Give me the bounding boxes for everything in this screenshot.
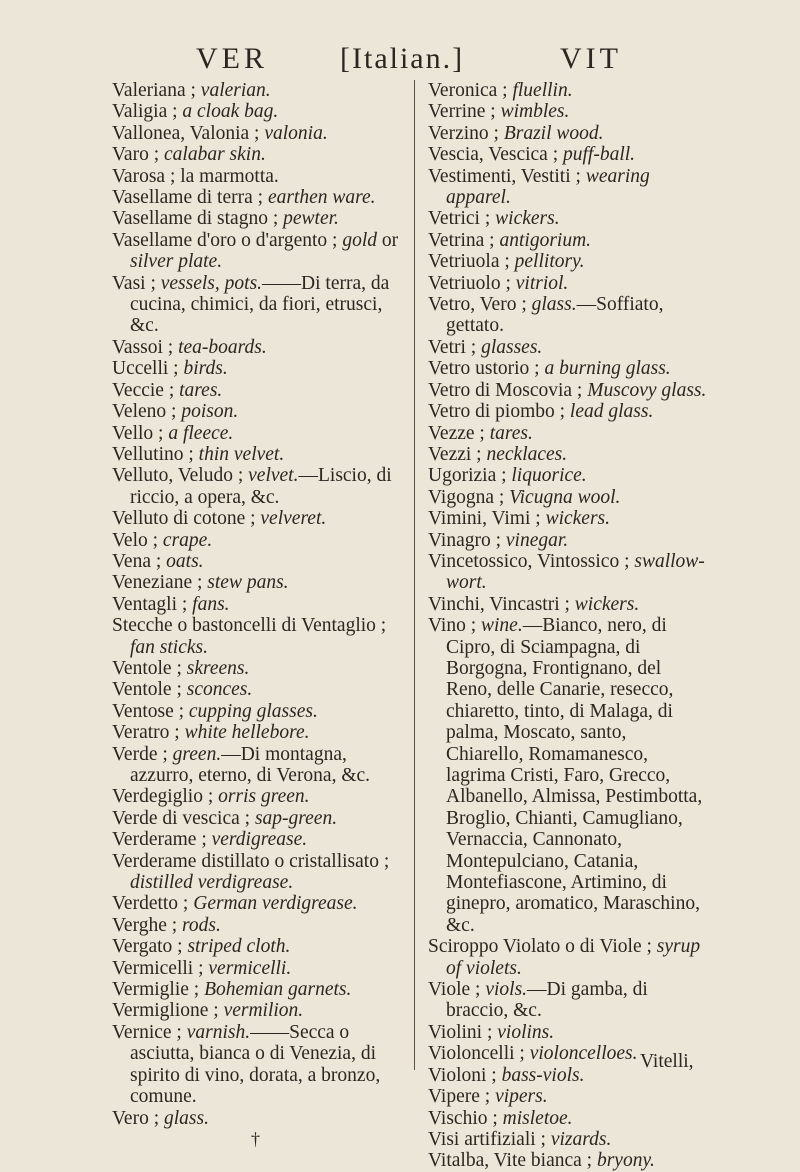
dictionary-entry (112, 615, 399, 658)
dictionary-entry (428, 1150, 708, 1171)
entry-headword: Vischio ; (428, 1107, 503, 1129)
entry-headword: Vetrici ; (428, 208, 496, 230)
entry-headword: Verrine ; (428, 101, 501, 123)
dictionary-entry (428, 401, 708, 422)
entry-headword: Velo ; (112, 529, 163, 551)
entry-headword: Veneziane ; (112, 572, 208, 594)
dictionary-entry (112, 915, 399, 936)
dictionary-entry (428, 208, 708, 229)
entry-definition: pellitory. (514, 251, 585, 273)
entry-definition-2: silver plate. (130, 251, 223, 273)
entry-headword: Vero ; (112, 1107, 164, 1129)
dictionary-entry (428, 144, 708, 165)
entry-headword: Vestimenti, Vestiti ; (428, 165, 586, 187)
entry-tail: or (377, 229, 399, 251)
entry-definition: birds. (183, 358, 228, 380)
dictionary-entry (112, 508, 399, 529)
entry-tail: ——Secca o asciutta, bianca o di Venezia, di spirito di vino, dorata, a bronzo, comune. (130, 1021, 381, 1108)
entry-headword: Vasellame d'oro o d'argento ; (112, 229, 343, 251)
entry-headword: Veratro ; (112, 722, 185, 744)
entry-headword: Vino ; (428, 615, 481, 637)
entry-headword: Vinchi, Vincastri ; (428, 593, 575, 615)
left-column (112, 80, 399, 1150)
entry-definition: bass-viols. (501, 1064, 585, 1086)
header-right: VIT (560, 42, 622, 75)
header-center: [Italian.] (340, 42, 465, 75)
entry-definition: liquorice. (511, 465, 587, 487)
entry-headword: Varo ; (112, 144, 164, 166)
entry-definition: varnish. (186, 1021, 251, 1043)
entry-headword: Violoni ; (428, 1064, 502, 1086)
entry-headword: Vetro di Moscovia ; (428, 379, 588, 401)
entry-definition: distilled verdigrease. (130, 872, 294, 894)
entry-definition: glass. (531, 294, 577, 316)
entry-headword: Uccelli ; (112, 358, 184, 380)
entry-definition: oats. (166, 550, 204, 572)
entry-tail: —Bianco, nero, di Cipro, di Sciampagna, di Borgogna, Frontignano, del Reno, delle Canarie, resecco, chiaretto, tinto, di Malaga, di palma, Moscato, santo, Chiarello, Romamanesco, lagrima Cristi, Faro, Grecco, Albanello, Almissa, Pestimbotta, Broglio, Chianti, Camugliano, Vernaccia, Cannonato, Montepulciano, Catania, Montefiascone, Artimino, di ginepro, aromatico, Maraschino, &c. (446, 615, 703, 936)
entry-definition: valonia. (264, 122, 328, 144)
entry-headword: Vassoi ; (112, 336, 179, 358)
dictionary-entry (112, 465, 399, 508)
dictionary-entry (428, 465, 708, 486)
entry-definition: verdigrease. (211, 829, 308, 851)
dictionary-entry (112, 786, 399, 807)
dictionary-entry (428, 337, 708, 358)
entry-headword: Vitalba, Vite bianca ; (428, 1150, 597, 1172)
entry-tail: —Di montagna, azzurro, eterno, di Verona, &c. (130, 743, 371, 786)
column-divider (414, 80, 415, 1070)
entry-definition: cupping glasses. (188, 700, 318, 722)
entry-headword: Verderame ; (112, 829, 212, 851)
dictionary-entry (428, 123, 708, 144)
entry-definition: lead glass. (569, 401, 654, 423)
entry-headword: Verderame distillato o cristallisato ; (112, 850, 390, 872)
entry-headword: Stecche o bastoncelli di Ventaglio ; (112, 615, 387, 637)
dictionary-entry (112, 80, 399, 101)
dictionary-entry (112, 958, 399, 979)
dictionary-entry (112, 829, 399, 850)
entry-definition: vinegar. (505, 529, 569, 551)
dictionary-entry (112, 893, 399, 914)
dictionary-entry (112, 380, 399, 401)
entry-headword: Vetro, Vero ; (428, 294, 532, 316)
entry-headword: Vallonea, Valonia ; (112, 122, 265, 144)
entry-definition: earthen ware. (267, 187, 376, 209)
dictionary-entry (428, 444, 708, 465)
entry-headword: Ventagli ; (112, 593, 193, 615)
dictionary-entry (112, 701, 399, 722)
entry-definition: vitriol. (515, 272, 569, 294)
dictionary-entry (112, 123, 399, 144)
dictionary-entry (112, 808, 399, 829)
entry-definition: skreens. (186, 657, 250, 679)
dictionary-entry (428, 380, 708, 401)
dictionary-entry (112, 101, 399, 122)
entry-headword: Sciroppo Violato o di Viole ; (428, 936, 657, 958)
entry-definition: fluellin. (512, 80, 573, 101)
entry-definition: wearing apparel. (446, 165, 650, 209)
entry-definition: white hellebore. (184, 722, 310, 744)
entry-headword: Verdegiglio ; (112, 786, 219, 808)
entry-headword: Vello ; (112, 422, 169, 444)
entry-tail: —Di gamba, di braccio, &c. (446, 979, 648, 1022)
entry-definition: a fleece. (168, 422, 234, 444)
entry-definition: Bohemian garnets. (204, 979, 352, 1001)
dictionary-entry (428, 508, 708, 529)
dictionary-entry (112, 401, 399, 422)
entry-headword: Violoncelli ; (428, 1043, 530, 1065)
entry-definition: vipers. (495, 1086, 548, 1108)
entry-headword: Velluto di cotone ; (112, 508, 261, 530)
dictionary-entry (112, 273, 399, 337)
entry-headword: Vincetossico, Vintossico ; (428, 550, 635, 572)
dictionary-entry (112, 979, 399, 1000)
dictionary-entry (112, 722, 399, 743)
signature-mark: † (251, 1128, 260, 1149)
entry-definition: misletoe. (502, 1107, 573, 1129)
dictionary-entry (112, 358, 399, 379)
entry-definition: swallow-wort. (446, 550, 705, 594)
entry-headword: Vasi ; (112, 272, 161, 294)
entry-definition: vizards. (550, 1128, 612, 1150)
entry-definition: wine. (481, 615, 523, 637)
entry-definition: Muscovy glass. (587, 379, 707, 401)
entry-headword: Vermicelli ; (112, 957, 209, 979)
entry-headword: Vimini, Vimi ; (428, 508, 546, 530)
entry-definition: glass. (164, 1107, 209, 1129)
entry-definition: glasses. (481, 336, 543, 358)
entry-tail: ——Di terra, da cucina, chimici, da fiori, etrusci, &c. (130, 272, 390, 337)
dictionary-entry (112, 166, 399, 187)
entry-headword: Valeriana ; (112, 80, 201, 101)
dictionary-entry (112, 594, 399, 615)
entry-definition: a cloak bag. (182, 101, 279, 123)
entry-definition: Vicugna wool. (509, 486, 621, 508)
dictionary-entry (428, 423, 708, 444)
dictionary-entry (112, 423, 399, 444)
entry-definition: velveret. (260, 508, 327, 530)
entry-definition: bryony. (596, 1150, 655, 1172)
entry-definition: puff-ball. (563, 144, 636, 166)
entry-headword: Verdetto ; (112, 893, 194, 915)
entry-headword: Verghe ; (112, 914, 183, 936)
entry-definition: stew pans. (207, 572, 289, 594)
entry-headword: Vetriuola ; (428, 251, 515, 273)
entry-headword: Vetro ustorio ; (428, 358, 545, 380)
dictionary-entry (428, 1129, 708, 1150)
entry-tail: —Soffiato, gettato. (446, 294, 664, 337)
entry-definition: antigorium. (499, 229, 592, 251)
dictionary-entry (112, 1108, 399, 1129)
dictionary-entry (112, 551, 399, 572)
dictionary-entry (112, 572, 399, 593)
dictionary-entry (112, 1022, 399, 1108)
entry-headword: Ventole ; (112, 657, 187, 679)
entry-headword: Vetrina ; (428, 229, 500, 251)
entry-headword: Velluto, Veludo ; (112, 465, 249, 487)
entry-headword: Vermiglie ; (112, 979, 205, 1001)
entry-headword: Vinagro ; (428, 529, 506, 551)
dictionary-entry (112, 530, 399, 551)
entry-headword: Veleno ; (112, 401, 182, 423)
dictionary-entry (112, 337, 399, 358)
entry-headword: Vetriuolo ; (428, 272, 516, 294)
entry-definition: syrup of violets. (446, 936, 701, 979)
dictionary-entry (428, 273, 708, 294)
dictionary-entry (428, 1086, 708, 1107)
dictionary-entry (428, 166, 708, 209)
dictionary-entry (112, 658, 399, 679)
entry-definition: violins. (497, 1021, 555, 1043)
dictionary-entry (428, 1108, 708, 1129)
right-column (428, 80, 708, 1172)
entry-definition: sconces. (186, 679, 253, 701)
dictionary-entry (428, 615, 708, 936)
entry-headword: Visi artifiziali ; (428, 1128, 551, 1150)
entry-headword: Verzino ; (428, 122, 504, 144)
dictionary-entry (112, 936, 399, 957)
entry-headword: Verde ; (112, 743, 173, 765)
entry-headword: Vetri ; (428, 336, 482, 358)
dictionary-entry (428, 101, 708, 122)
dictionary-entry (428, 230, 708, 251)
dictionary-entry (428, 251, 708, 272)
entry-headword: Varosa ; la marmotta. (112, 165, 279, 187)
entry-definition: calabar skin. (164, 144, 266, 166)
dictionary-entry (428, 487, 708, 508)
entry-definition: Brazil wood. (503, 122, 604, 144)
entry-headword: Vezzi ; (428, 443, 487, 465)
entry-headword: Ugorizia ; (428, 465, 512, 487)
entry-headword: Vermiglione ; (112, 1000, 224, 1022)
entry-definition: thin velvet. (198, 443, 285, 465)
entry-definition: German verdigrease. (193, 893, 358, 915)
entry-definition: tares. (489, 422, 533, 444)
entry-headword: Vasellame di terra ; (112, 187, 268, 209)
entry-definition: crape. (162, 529, 213, 551)
entry-definition: wickers. (495, 208, 560, 230)
entry-definition: vessels, pots. (160, 272, 263, 294)
catchword: Vitelli, (640, 1051, 694, 1072)
dictionary-entry (112, 187, 399, 208)
entry-definition: green. (172, 743, 222, 765)
entry-headword: Valigia ; (112, 101, 183, 123)
entry-definition: sap-green. (254, 807, 338, 829)
entry-definition: rods. (182, 914, 221, 936)
entry-headword: Viole ; (428, 979, 486, 1001)
entry-headword: Vetro di piombo ; (428, 401, 570, 423)
entry-definition: pewter. (283, 208, 339, 230)
dictionary-entry (112, 744, 399, 787)
entry-definition: vermilion. (223, 1000, 304, 1022)
entry-definition: vermicelli. (208, 957, 292, 979)
dictionary-entry (112, 1000, 399, 1021)
entry-definition: wickers. (545, 508, 611, 530)
entry-definition: necklaces. (486, 443, 568, 465)
entry-definition: wimbles. (500, 101, 570, 123)
entry-headword: Vergato ; (112, 936, 188, 958)
entry-headword: Vigogna ; (428, 486, 510, 508)
dictionary-entry (112, 144, 399, 165)
dictionary-entry (112, 208, 399, 229)
dictionary-entry (428, 1022, 708, 1043)
dictionary-entry (428, 80, 708, 101)
entry-headword: Vernice ; (112, 1021, 187, 1043)
dictionary-entry (112, 679, 399, 700)
dictionary-entry (112, 851, 399, 894)
entry-headword: Verde di vescica ; (112, 807, 255, 829)
dictionary-entry (428, 358, 708, 379)
entry-headword: Veccie ; (112, 379, 180, 401)
dictionary-entry (112, 444, 399, 465)
entry-headword: Vena ; (112, 550, 167, 572)
entry-definition: tea-boards. (178, 336, 267, 358)
header-left: VER (196, 42, 268, 75)
entry-definition: striped cloth. (187, 936, 291, 958)
entry-definition: fan sticks. (130, 636, 208, 658)
entry-definition: valerian. (200, 80, 271, 101)
entry-definition: orris green. (218, 786, 310, 808)
entry-tail: —Liscio, di riccio, a opera, &c. (130, 465, 392, 508)
entry-definition: gold (342, 229, 377, 251)
entry-definition: poison. (181, 401, 239, 423)
entry-headword: Vasellame di stagno ; (112, 208, 284, 230)
entry-headword: Violini ; (428, 1021, 498, 1043)
entry-headword: Vezze ; (428, 422, 490, 444)
dictionary-entry (428, 551, 708, 594)
entry-definition: wickers. (574, 593, 640, 615)
entry-definition: a burning glass. (544, 358, 671, 380)
dictionary-entry (428, 530, 708, 551)
entry-headword: Vellutino ; (112, 443, 199, 465)
entry-definition: fans. (192, 593, 230, 615)
entry-definition: violoncelloes. (529, 1043, 638, 1065)
entry-headword: Veronica ; (428, 80, 513, 101)
dictionary-entry (428, 594, 708, 615)
running-header (0, 42, 800, 78)
entry-headword: Vipere ; (428, 1086, 496, 1108)
dictionary-entry (428, 979, 708, 1022)
entry-definition: tares. (179, 379, 223, 401)
dictionary-entry (428, 294, 708, 337)
dictionary-entry (428, 936, 708, 979)
entry-headword: Vescia, Vescica ; (428, 144, 564, 166)
dictionary-entry (112, 230, 399, 273)
entry-definition: viols. (485, 979, 528, 1001)
entry-headword: Ventose ; (112, 700, 189, 722)
entry-headword: Ventole ; (112, 679, 187, 701)
entry-definition: velvet. (248, 465, 299, 487)
